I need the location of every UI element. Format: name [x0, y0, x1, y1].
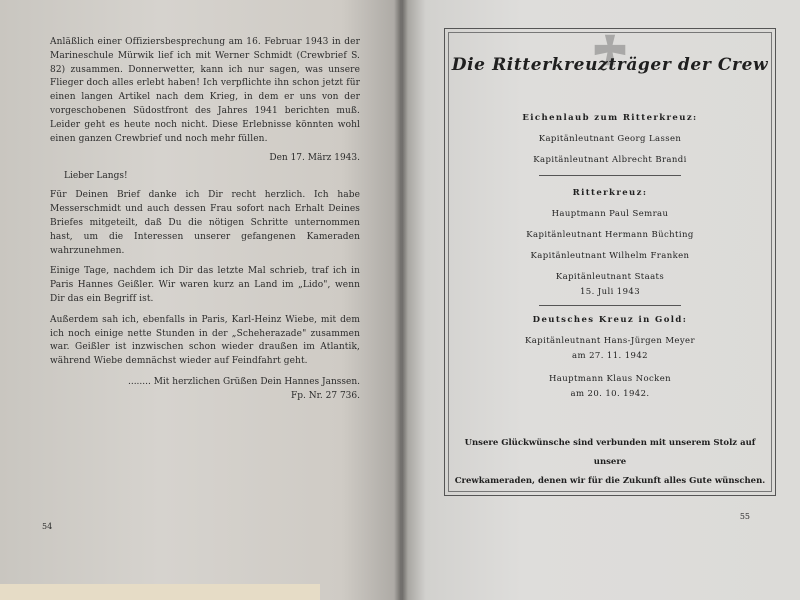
honoree-line: Hauptmann Paul Semrau [551, 209, 669, 219]
honoree-line: Kapitänleutnant Hermann Büchting [526, 230, 694, 240]
letter-paragraph: Für Deinen Brief danke ich Dir recht herzlich. Ich habe Messerschmidt und auch dessen Frau sofort nach Erhalt Deines Briefes mitgeteilt, daß Du die nötigen Schritte unternommen hast, um die Interessen unserer gefangenen Kameraden wahrzunehmen. [50, 190, 360, 256]
section-divider [539, 175, 681, 176]
closing-line: Unsere Glückwünsche sind verbunden mit unserem Stolz auf unsere [464, 438, 756, 467]
section-divider [539, 305, 681, 306]
section-oak-leaves [445, 111, 775, 168]
letter-date: Den 17. März 1943. [269, 153, 360, 164]
honoree-line: Kapitänleutnant Albrecht Brandi [533, 155, 687, 165]
page-number-left: 54 [42, 522, 53, 531]
letter-closing: ........ Mit herzlichen Grüßen Dein Hannes Janssen. [127, 376, 360, 387]
honoree-line: Kapitänleutnant Georg Lassen [538, 134, 682, 144]
section-heading: Ritterkreuz: [572, 188, 648, 198]
honoree-date: 15. Juli 1943 [579, 287, 641, 297]
right-page [402, 0, 800, 600]
honor-roll-frame [444, 28, 776, 496]
page-number-right: 55 [739, 512, 750, 521]
letter-salutation: Lieber Langs! [64, 171, 128, 182]
closing-line: Crewkameraden, denen wir für die Zukunft alles Gute wünschen. [454, 476, 766, 486]
field-post-number: Fp. Nr. 27 736. [291, 390, 360, 401]
section-heading: Deutsches Kreuz in Gold: [532, 315, 688, 325]
section-german-cross [445, 313, 775, 402]
honoree-line: Kapitänleutnant Staats [555, 272, 665, 282]
letter-paragraph: Außerdem sah ich, ebenfalls in Paris, Karl-Heinz Wiebe, mit dem ich noch einige nette Stunden in der „Scheherazade" zusammen war. Geißler ist inzwischen schon wieder draußen im Atlantik, während Wiebe demnächst wieder auf Feindfahrt geht. [50, 314, 360, 367]
section-heading: Eichenlaub zum Ritterkreuz: [522, 113, 698, 123]
intro-paragraph: Anläßlich einer Offiziersbesprechung am 16. Februar 1943 in der Marineschule Mürwik lief ich mit Werner Schmidt (Crewbrief S. 82) zusammen. Donnerwetter, kann ich nur sagen, was unsere Flieger doch alles erlebt haben! Ich verpflichte ihn schon jetzt für einen langen Artikel nach dem Krieg, in dem er uns von der vorgeschobenen Südostfront des Jahres 1941 berichten muß. Leider geht es heute noch nicht. Diese Erlebnisse könnten wohl einen ganzen Crewbrief und noch mehr füllen. [50, 37, 360, 144]
closing-message [449, 434, 771, 491]
honoree-date: am 27. 11. 1942 [572, 351, 648, 361]
honoree-line: Kapitänleutnant Hans-Jürgen Meyer [525, 336, 695, 346]
honoree-line: Kapitänleutnant Wilhelm Franken [530, 251, 690, 261]
honoree-date: am 20. 10. 1942. [570, 389, 650, 399]
page-title: Die Ritterkreuzträger der Crew [451, 55, 769, 75]
underlying-sheet-edge [0, 584, 320, 600]
letter-paragraph: Einige Tage, nachdem ich Dir das letzte Mal schrieb, traf ich in Paris Hannes Geißler. Wir waren kurz an Land im „Lido", wenn Dir das ein Begriff ist. [50, 266, 360, 304]
book-gutter [394, 0, 408, 600]
section-knights-cross [445, 186, 775, 300]
honoree-line: Hauptmann Klaus Nocken [548, 374, 672, 384]
